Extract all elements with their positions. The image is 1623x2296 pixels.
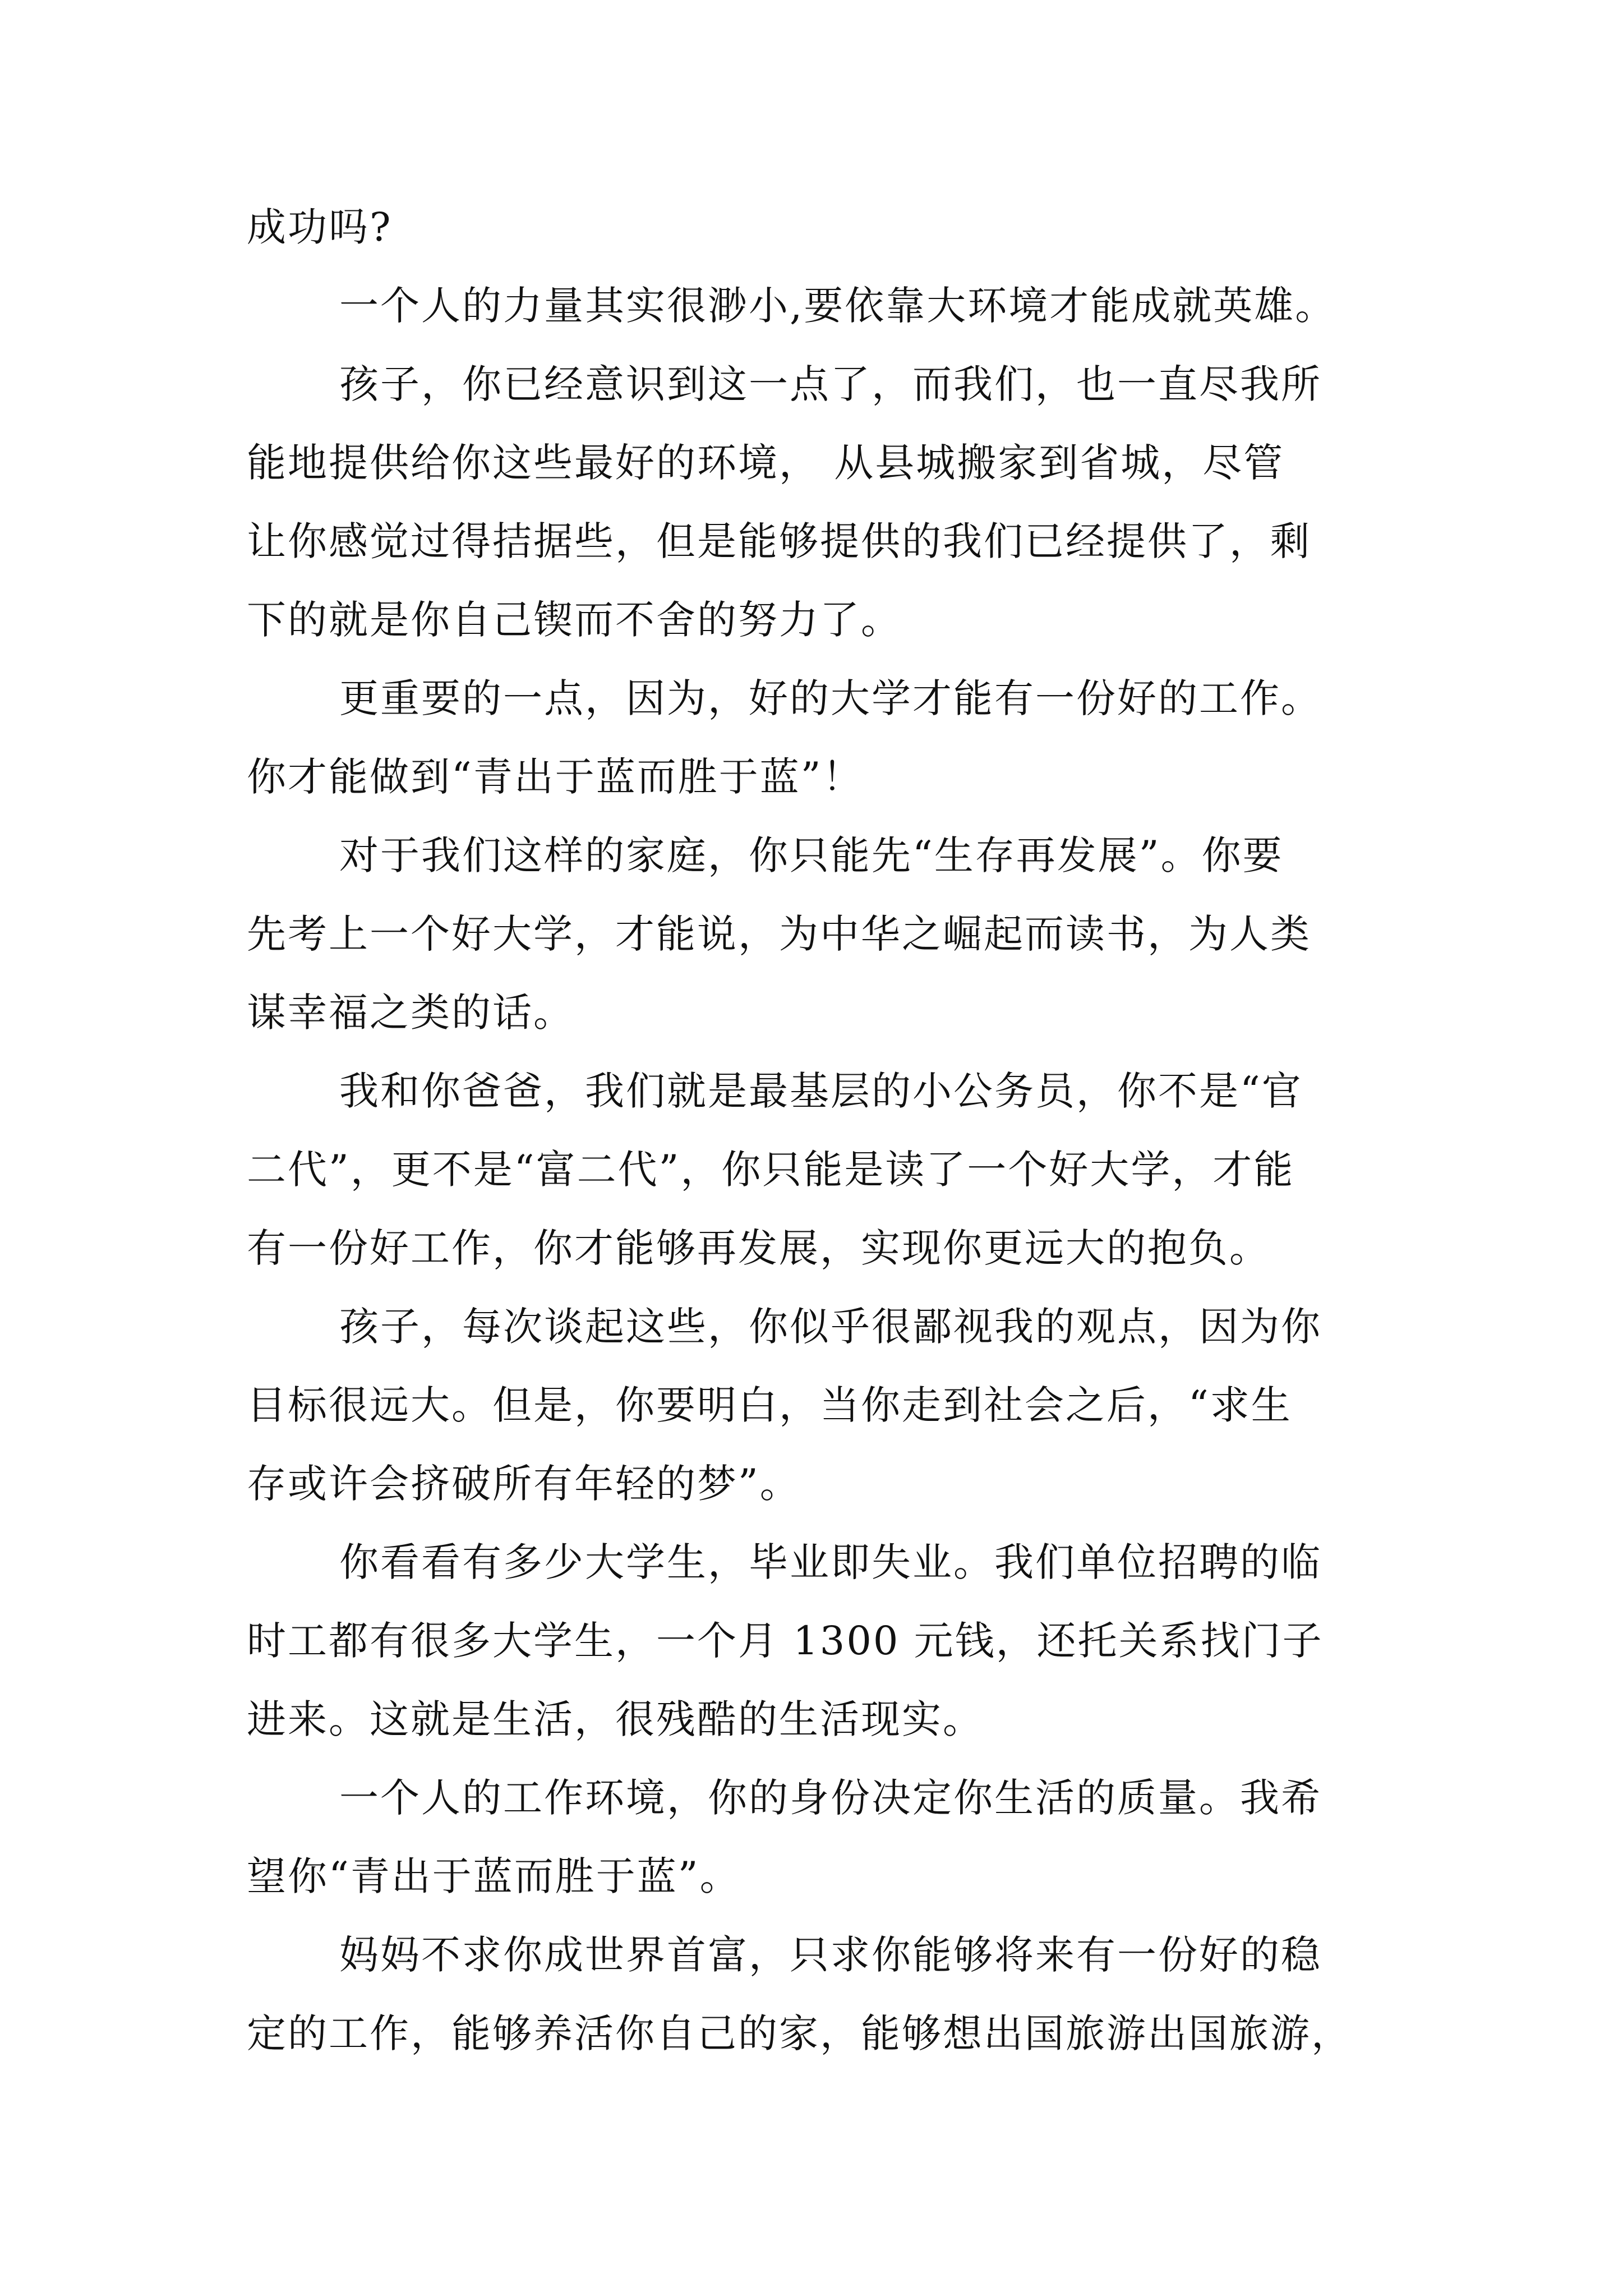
paragraph-first-line: 孩子，你已经意识到这一点了，而我们，也一直尽我所 xyxy=(339,361,1322,407)
text-line: 时工都有很多大学生，一个月 1300 元钱，还托关系找门子 xyxy=(247,1618,1324,1664)
text-line: 成功吗? xyxy=(247,204,393,250)
paragraph-first-line: 一个人的工作环境，你的身份决定你生活的质量。我希 xyxy=(339,1775,1322,1821)
text-line: 目标很远大。但是，你要明白，当你走到社会之后，“求生 xyxy=(247,1382,1292,1428)
paragraph-first-line: 妈妈不求你成世界首富，只求你能够将来有一份好的稳 xyxy=(339,1932,1322,1978)
paragraph-first-line: 孩子，每次谈起这些，你似乎很鄙视我的观点，因为你 xyxy=(339,1304,1322,1350)
text-line: 先考上一个好大学，才能说，为中华之崛起而读书，为人类 xyxy=(247,911,1311,957)
text-line: 二代”，更不是“富二代”，你只能是读了一个好大学，才能 xyxy=(247,1147,1295,1193)
text-line: 下的就是你自己锲而不舍的努力了。 xyxy=(247,597,902,643)
text-line: 存或许会挤破所有年轻的梦”。 xyxy=(247,1461,801,1507)
text-line: 谋幸福之类的话。 xyxy=(247,990,574,1036)
paragraph-first-line: 更重要的一点，因为，好的大学才能有一份好的工作。 xyxy=(339,675,1322,721)
text-line: 望你“青出于蓝而胜于蓝”。 xyxy=(247,1853,741,1899)
text-line: 进来。这就是生活，很残酷的生活现实。 xyxy=(247,1696,984,1742)
paragraph-first-line: 我和你爸爸，我们就是最基层的小公务员，你不是“官 xyxy=(339,1068,1303,1114)
text-line: 能地提供给你这些最好的环境， 从县城搬家到省城，尽管 xyxy=(247,440,1285,486)
text-line: 你才能做到“青出于蓝而胜于蓝”！ xyxy=(247,754,864,800)
text-line: 有一份好工作，你才能够再发展，实现你更远大的抱负。 xyxy=(247,1225,1270,1271)
text-line: 定的工作，能够养活你自己的家，能够想出国旅游出国旅游， xyxy=(247,2010,1352,2056)
text-line: 让你感觉过得拮据些，但是能够提供的我们已经提供了，剩 xyxy=(247,518,1311,564)
paragraph-first-line: 对于我们这样的家庭，你只能先“生存再发展”。你要 xyxy=(339,832,1284,878)
paragraph-first-line: 一个人的力量其实很渺小,要依靠大环境才能成就英雄。 xyxy=(339,283,1336,329)
paragraph-first-line: 你看看有多少大学生，毕业即失业。我们单位招聘的临 xyxy=(339,1539,1322,1585)
